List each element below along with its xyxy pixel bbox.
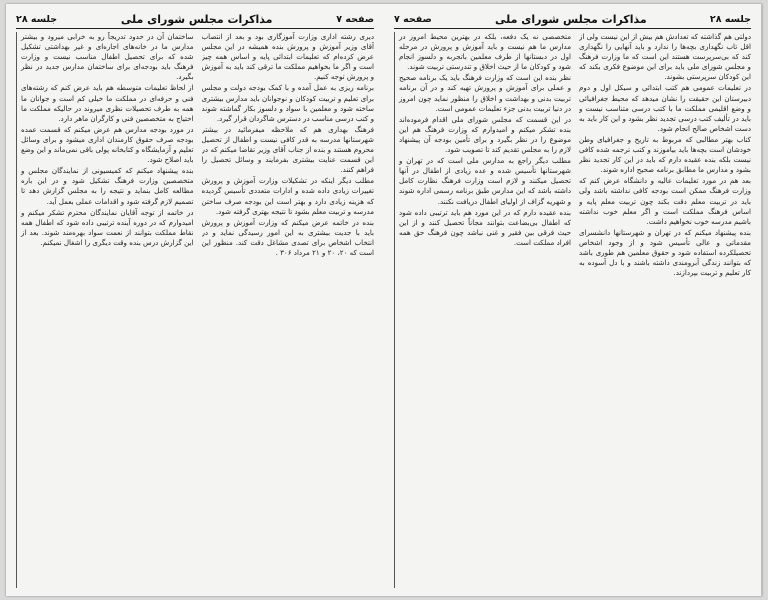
paragraph: بنده پیشنهاد میکنم که کمیسیونی از نمایندگان مجلس و متخصصین وزارت فرهنگ تشکیل شود و در این باره مطالعه کامل بنماید و نتیجه را به مجلس گزارش دهد تا تصمیم لازم گرفته شود و اقدامات عملی بعمل آید. <box>21 166 194 206</box>
right-page-columns <box>16 32 374 588</box>
left-page <box>384 4 762 596</box>
right-page-title: مذاکرات مجلس شورای ملی <box>120 12 273 26</box>
left-page-session: جلسه ۲۸ <box>709 13 751 25</box>
left-page-number: صفحه ۷ <box>394 13 432 25</box>
left-page-column-right <box>579 32 751 588</box>
paragraph: ساختمان آن در حدود تدریجاً رو به خرابی میرود و بیشتر مدارس ما در خانه‌های اجاره‌ای و غیر بهداشتی تشکیل شده که برای تحصیل اطفال مناسب نیست و وزارت فرهنگ باید بودجه‌ای برای ساختمان مدارس جدید در نظر بگیرد. <box>21 32 194 82</box>
paragraph: برنامه ریزی به عمل آمده و با کمک بودجه دولت و مجلس برای تعلیم و تربیت کودکان و نوجوانان باید مدارس بیشتری ساخته شود و معلمین با سواد و دلسوز بکار گماشته شوند و کتب درسی مناسب در دسترس شاگردان قرار گیرد. <box>201 83 374 123</box>
paragraph: مطلب دیگر راجع به مدارس ملی است که در تهران و شهرستانها تأسیس شده و عده زیادی از اطفال در آنها تحصیل میکنند و لازم است وزارت فرهنگ نظارت کامل داشته باشد که این مدارس طبق برنامه رسمی اداره شوند و شهریه گزاف از اولیای اطفال دریافت نکنند. <box>399 156 571 206</box>
paragraph: بنده عقیده دارم که در این مورد هم باید ترتیبی داده شود که اطفال بی‌بضاعت بتوانند مجاناً تحصیل کنند و از این حیث فرقی بین فقیر و غنی نباشد چون فرهنگ حق همه افراد مملکت است. <box>399 207 571 247</box>
left-page-column-left <box>394 32 571 588</box>
paragraph: در مورد بودجه مدارس هم عرض میکنم که قسمت عمده بودجه صرف حقوق کارمندان اداری میشود و برای وسائل تعلیم و آزمایشگاه و کتابخانه پولی باقی نمی‌ماند و این وضع باید اصلاح شود. <box>21 124 194 165</box>
left-page-columns <box>394 32 751 588</box>
paragraph: مطلب دیگر اینکه در تشکیلات وزارت آموزش و پرورش تغییرات زیادی داده شده و ادارات متعددی تأسیس گردیده که هزینه زیادی دارد و بهتر است این بودجه صرف ساختن مدرسه و تربیت معلم بشود تا نتیجه بهتری گرفته شود. <box>201 176 374 216</box>
paragraph: کتاب بهتر مطالبی که مربوط به تاریخ و جغرافیای وطن خودشان است بچه‌ها باید بیاموزند و کتب ترجمه شده کافی نیست بلکه بنده عقیده دارم که باید در این کار تجدید نظر بشود و مدارس ما مطابق برنامه صحیح اداره شوند. <box>579 134 751 175</box>
right-page-header <box>16 10 374 29</box>
paragraph: در تعلیمات عمومی هم کتب ابتدائی و سیکل اول و دوم دبیرستان این حقیقت را نشان میدهد که محیط جغرافیائی و وضع اقلیمی مملکت ما با کتب درسی متناسب نیست و باید در تألیف کتب درسی تجدید نظر بشود و این کار باید به دست اشخاص صالح انجام شود. <box>579 83 751 133</box>
paragraph: از لحاظ تعلیمات متوسطه هم باید عرض کنم که رشته‌های فنی و حرفه‌ای در مملکت ما خیلی کم است و جوانان ما همه به طرف تحصیلات نظری میروند در حالیکه مملکت ما احتیاج به متخصصین فنی و کارگران ماهر دارد. <box>21 83 194 123</box>
paragraph: بعد هم در مورد تعلیمات عالیه و دانشگاه عرض کنم که وزارت فرهنگ ممکن است بودجه کافی نداشته باشد ولی باید در تربیت معلم دقت بکند چون تربیت معلم پایه و اساس فرهنگ مملکت است و اگر معلم خوب نداشته باشیم مدرسه خوب نخواهیم داشت. <box>579 176 751 226</box>
left-page-title: مذاکرات مجلس شورای ملی <box>495 12 647 26</box>
right-page-column-left <box>16 32 194 588</box>
paragraph: نظر بنده این است که وزارت فرهنگ باید یک برنامه صحیح و عملی برای آموزش و پرورش تهیه کند و در آن برنامه تربیت بدنی و بهداشت و اخلاق را منظور نماید چون امروز در دنیا تربیت بدنی جزء تعلیمات عمومی است. <box>399 73 571 113</box>
right-page <box>6 4 384 596</box>
paragraph: در خاتمه از توجه آقایان نمایندگان محترم تشکر میکنم و امیدوارم که در دوره آینده ترتیبی داده شود که اطفال همه نقاط مملکت بتوانند از نعمت سواد بهره‌مند شوند. بعد از این گزارش درس بنده وقت دیگری را اشغال نمیکنم. <box>21 207 194 247</box>
paragraph: بنده در خاتمه عرض میکنم که وزارت آموزش و پرورش باید با جدیت بیشتری به این امور رسیدگی نماید و در انتخاب اشخاص برای تصدی مشاغل دقت کند. منظور این است که ۲۰، ۲۰ و ۲۱ مرداد ۳۰۶ . <box>201 217 374 257</box>
right-page-session: جلسه ۲۸ <box>16 13 58 25</box>
paragraph: در این قسمت که مجلس شورای ملی اقدام فرموده‌اند بنده تشکر میکنم و امیدوارم که وزارت فرهنگ هم این موضوع را در نظر بگیرد و برای تأمین بودجه آن پیشنهاد لازم را به مجلس تقدیم کند تا تصویب شود. <box>399 114 571 155</box>
paragraph: بنده پیشنهاد میکنم که در تهران و شهرستانها دانشسرای مقدماتی و عالی تأسیس شود و از وجود اشخاص تحصیلکرده استفاده شود و حقوق معلمین هم طوری باشد که بتوانند زندگی آبرومندی داشته باشند و با دل آسوده به کار تعلیم و تربیت بپردازند. <box>579 227 751 278</box>
right-page-number: صفحه ۷ <box>336 13 374 25</box>
paragraph: متخصصی نه یک دفعه، بلکه در بهترین محیط امروز در مدارس ما هم نیست و باید آموزش و پرورش در مرحله اول در دبستانها از طرف معلمین باتجربه و دلسوز انجام شود و کودکان ما از حیث اخلاق و تندرستی تربیت شوند. <box>399 32 571 72</box>
left-page-header <box>394 10 751 29</box>
right-page-column-right <box>202 32 375 588</box>
paragraph: دیری رشته اداری وزارت آموزگاری بود و بعد از انتصاب آقای وزیر آموزش و پرورش بنده همیشه در این مجلس عرض کرده‌ام که تعلیمات ابتدائی پایه و اساس همه چیز است و اگر ما بخواهیم مملکت ما ترقی کند باید به آموزش و پرورش توجه کنیم. <box>201 32 374 82</box>
paragraph: فرهنگ بهداری هم که ملاحظه میفرمائید در بیشتر شهرستانها مدرسه به قدر کافی نیست و اطفال از تحصیل محروم هستند و بنده از جناب آقای وزیر تقاضا میکنم که در این قسمت عنایت بیشتری بفرمایند و وسائل تحصیل را فراهم کنند. <box>201 124 374 175</box>
paragraph: دولتی هم گذاشته که تعدادش هم بیش از این نیست ولی از اقل تاب نگهداری بچه‌ها را ندارد و باید آنهایی را نگهداری کند که بی‌سرپرست هستند این است که ما وزارت فرهنگ و مجلس شورای ملی باید برای این موضوع فکری بکند که این کودکان سرپرستی بشوند. <box>579 32 751 82</box>
newspaper-spread <box>6 4 762 596</box>
